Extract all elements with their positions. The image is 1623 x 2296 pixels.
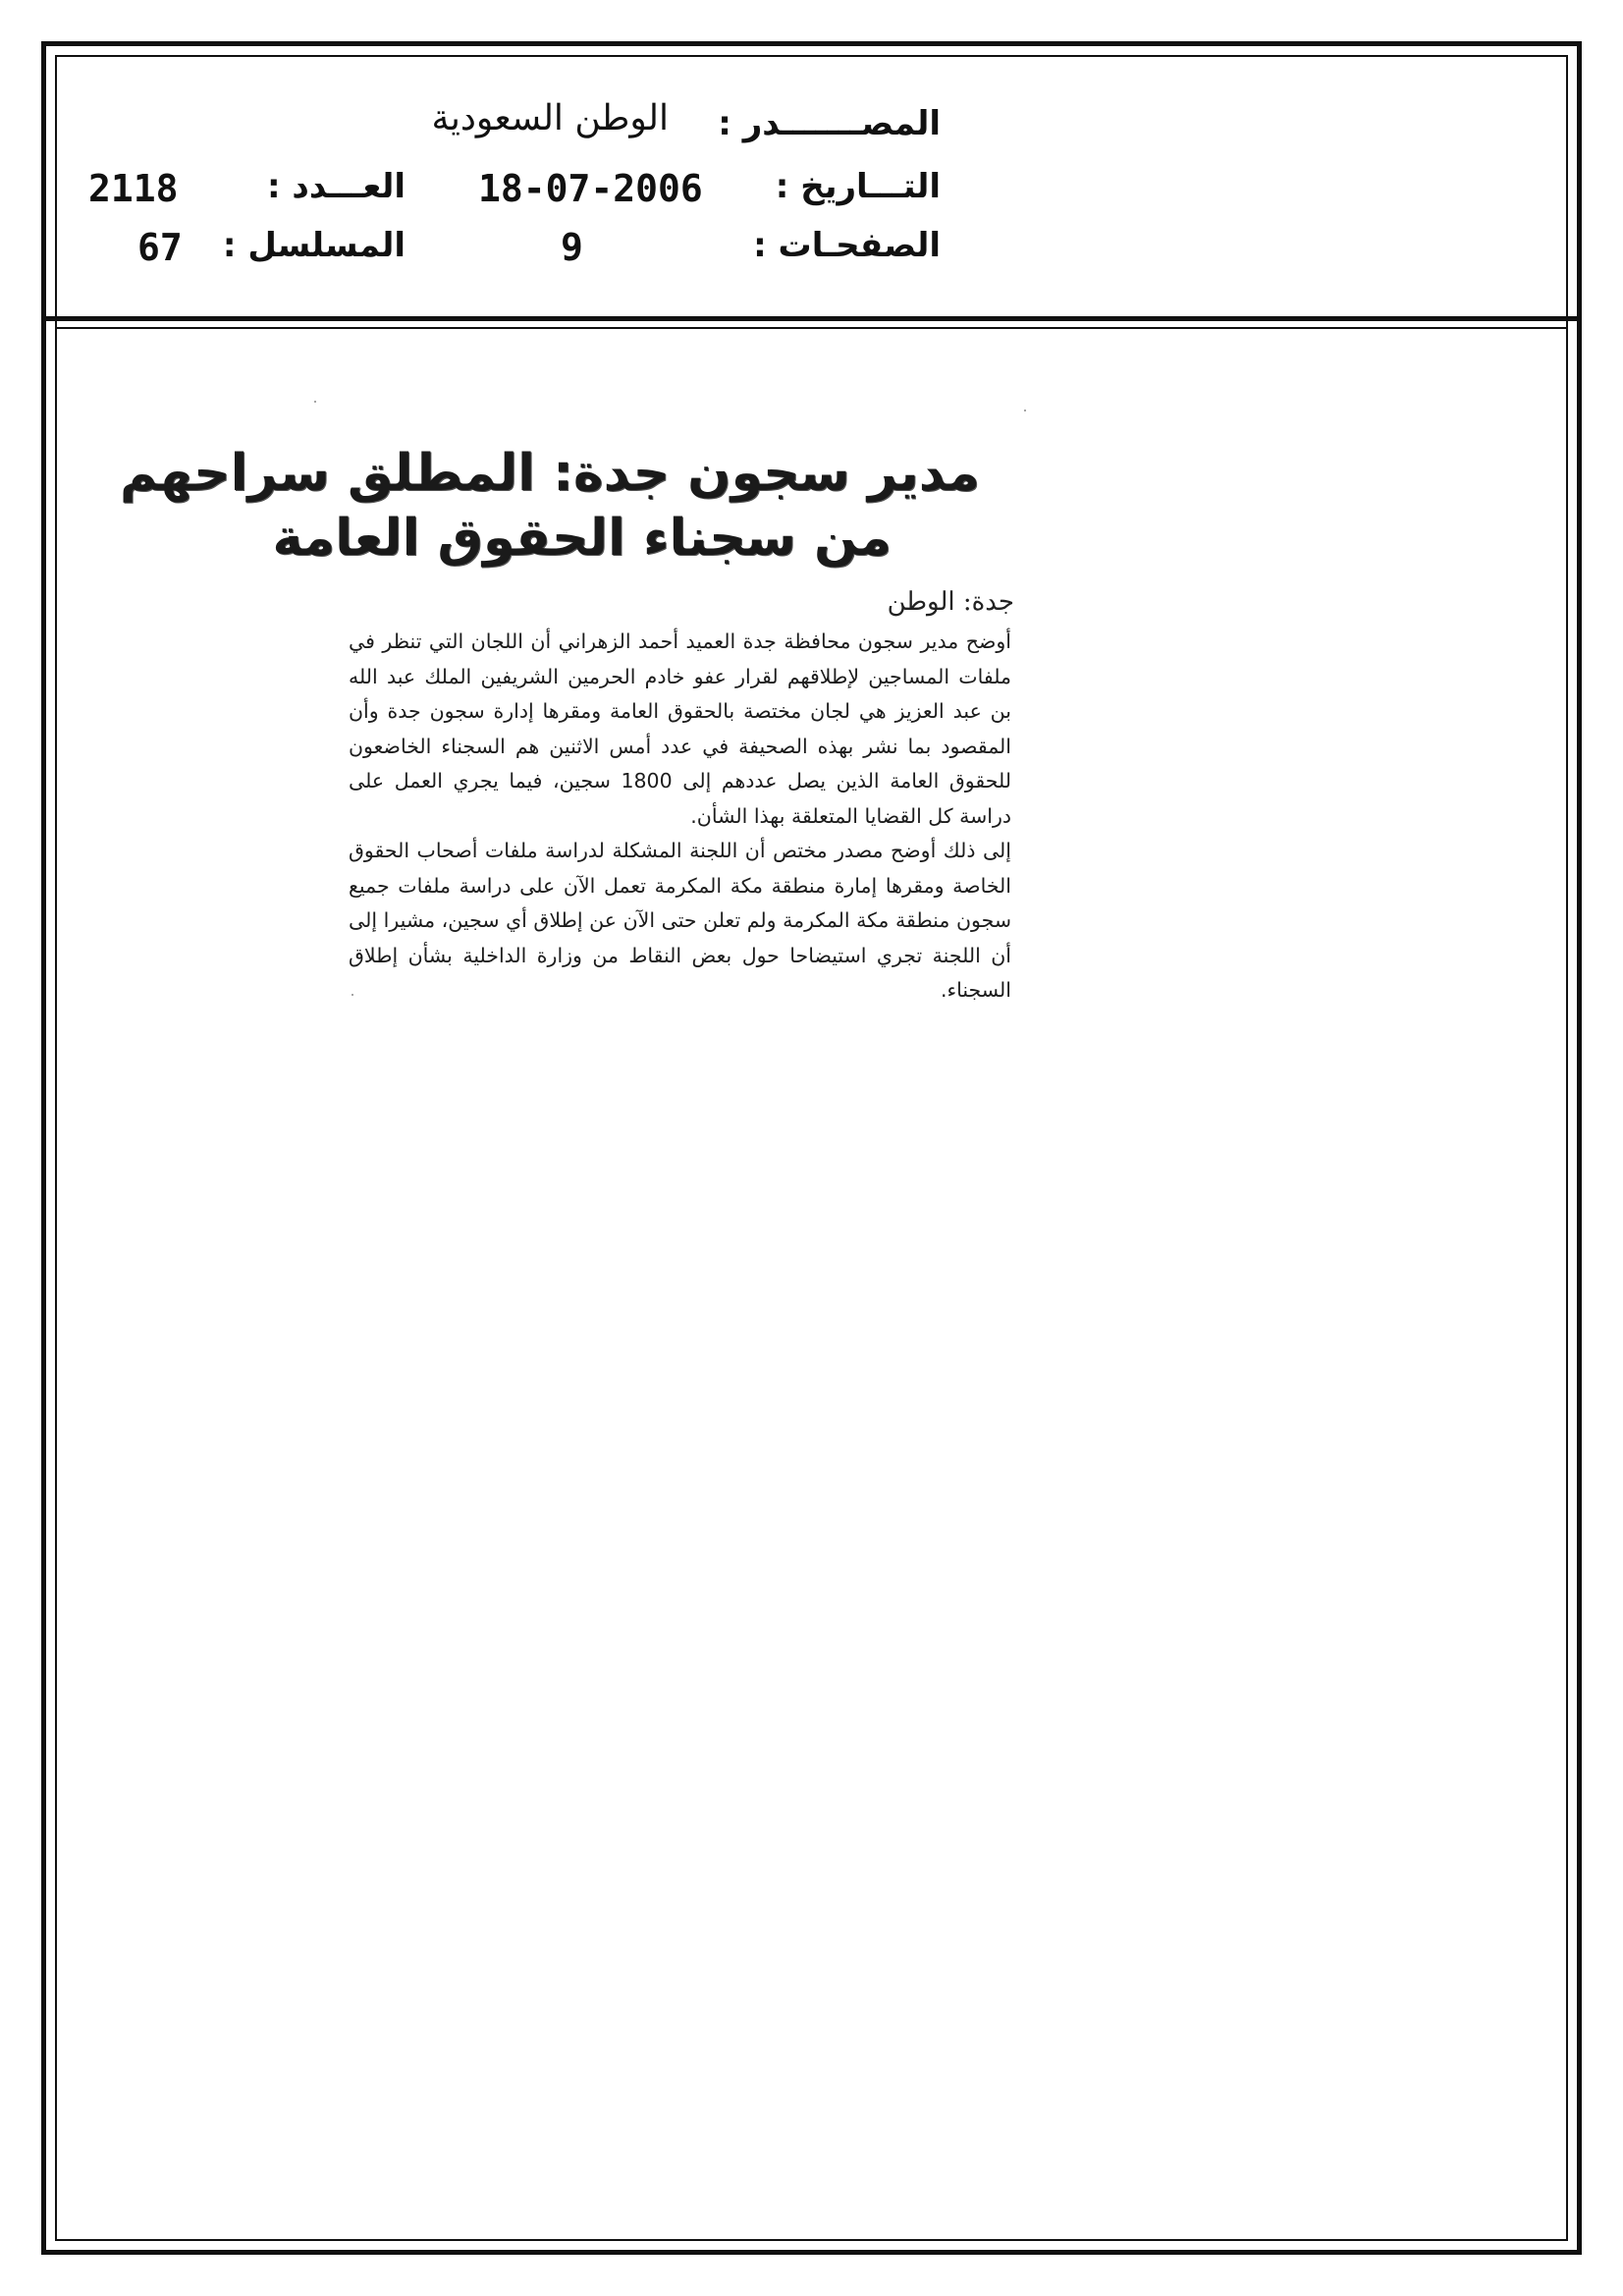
scan-speck <box>1024 410 1026 411</box>
date-value: 18-07-2006 <box>478 167 703 210</box>
headline-line-2: من سجناء الحقوق العامة <box>272 509 892 568</box>
scan-speck <box>352 994 353 996</box>
date-label: التـــاريخ : <box>775 167 941 206</box>
issue-value: 2118 <box>88 167 179 210</box>
page-border-inner <box>55 55 1568 2241</box>
article-body <box>349 625 1011 1009</box>
article-paragraph-1: أوضح مدير سجون محافظة جدة العميد أحمد الزهراني أن اللجان التي تنظر في ملفات المساجين لإطلاقهم لقرار عفو خادم الحرمين الشريفين الملك عبد الله بن عبد العزيز هي لجان مختصة بالحقوق العامة ومقرها إدارة سجون جدة وأن المقصود بما نشر بهذه الصحيفة في عدد أمس الاثنين هم السجناء الخاضعون للحقوق العامة الذين يصل عددهم إلى 1800 سجين، فيما يجري العمل على دراسة كل القضايا المتعلقة بهذا الشأن. <box>349 629 1011 828</box>
source-value: الوطن السعودية <box>431 98 669 138</box>
serial-value: 67 <box>137 226 183 269</box>
scan-speck <box>314 401 316 403</box>
article-paragraph-2: إلى ذلك أوضح مصدر مختص أن اللجنة المشكلة لدراسة ملفات أصحاب الحقوق الخاصة ومقرها إمارة منطقة مكة المكرمة تعمل الآن على دراسة ملفات جميع سجون منطقة مكة المكرمة ولم تعلن حتى الآن عن إطلاق أي سجين، مشيرا إلى أن اللجنة تجري استيضاحا حول بعض النقاط من وزارة الداخلية بشأن إطلاق السجناء. <box>349 839 1011 1002</box>
headline-line-1: مدير سجون جدة: المطلق سراحهم <box>120 444 980 503</box>
source-label: المصـــــــدر : <box>718 104 941 143</box>
pages-label: الصفحـات : <box>753 226 941 265</box>
pages-value: 9 <box>561 226 583 269</box>
issue-label: العـــدد : <box>267 167 406 206</box>
serial-label: المسلسل : <box>222 226 406 265</box>
header-divider-thin <box>55 327 1568 329</box>
header-divider-thick <box>41 316 1582 321</box>
article-dateline: جدة: الوطن <box>887 587 1014 617</box>
